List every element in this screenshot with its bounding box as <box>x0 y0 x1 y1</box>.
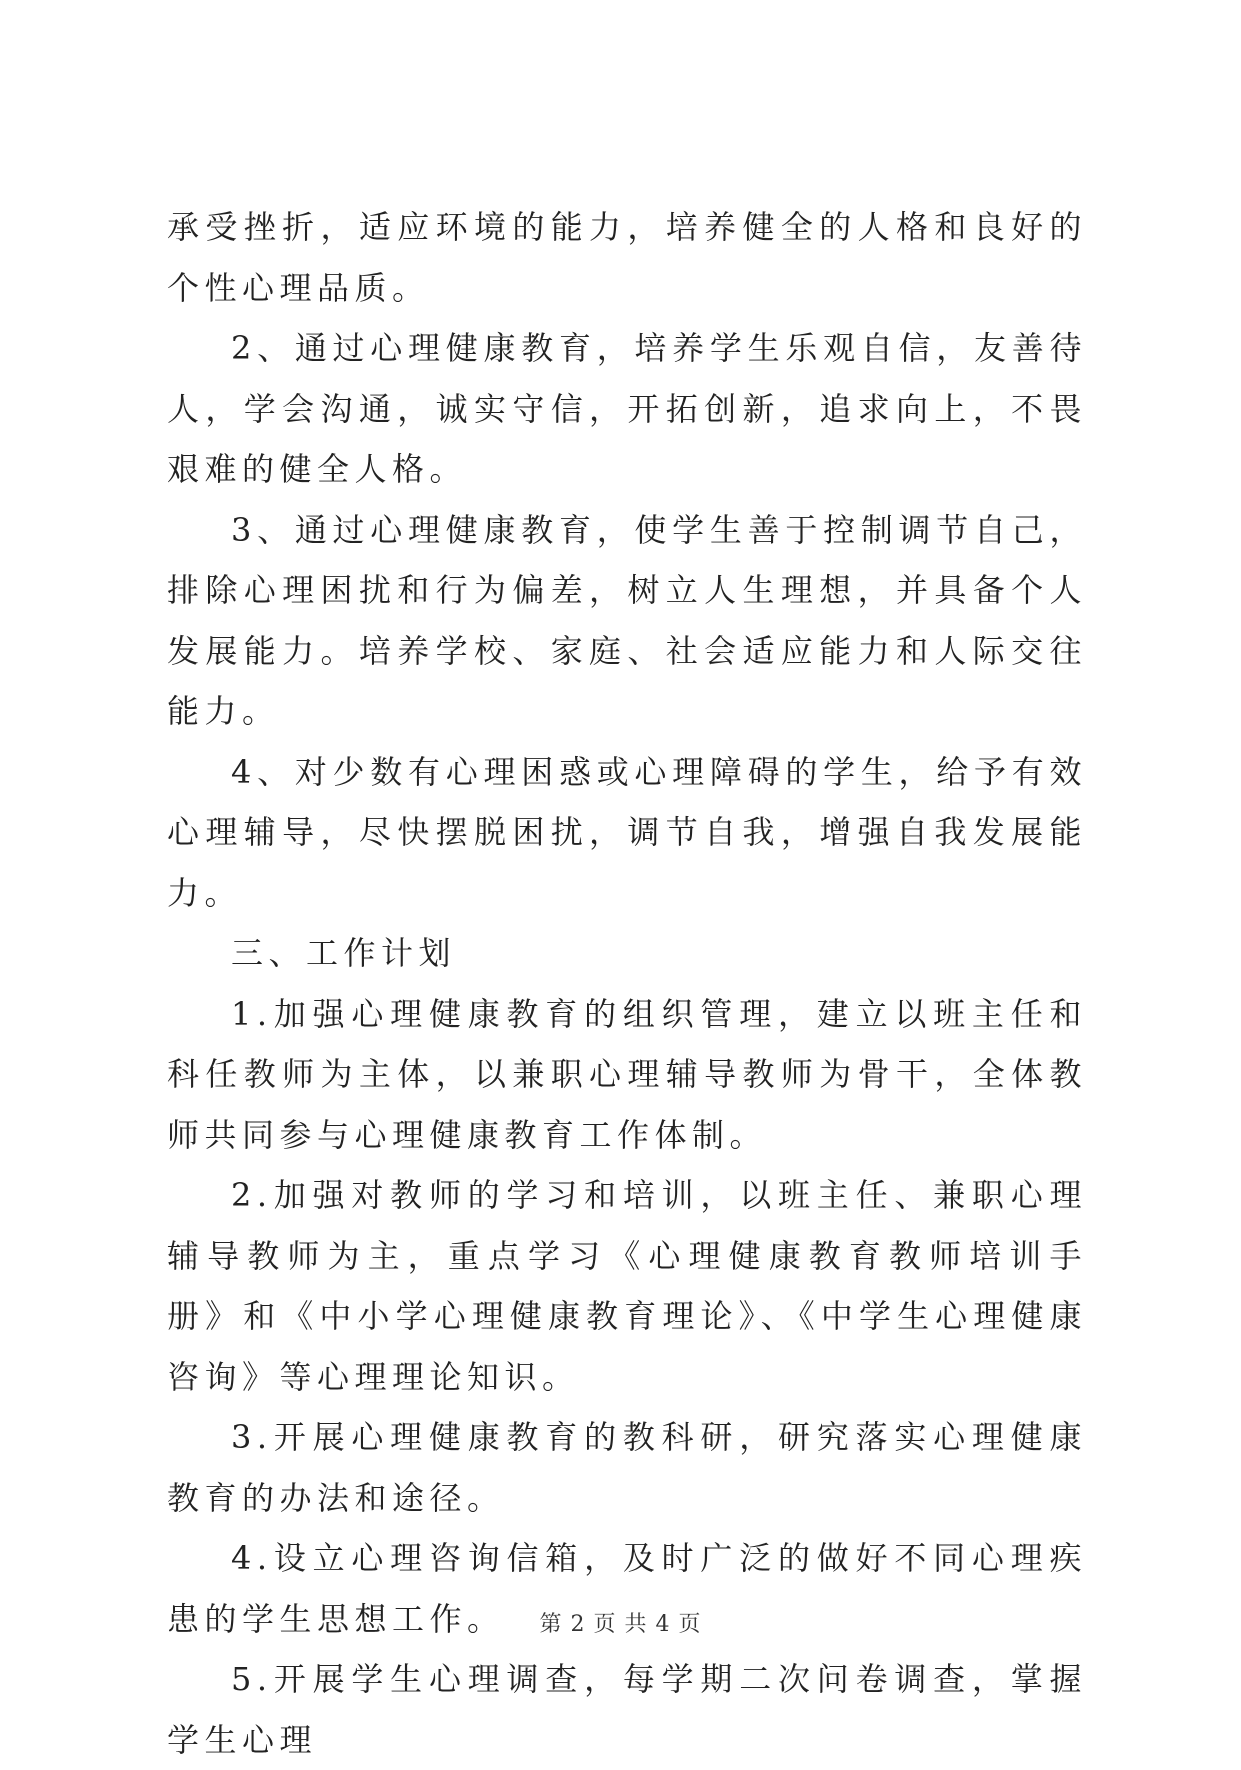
paragraph-2: 2、通过心理健康教育，培养学生乐观自信，友善待人，学会沟通，诚实守信，开拓创新，追求向上，不畏艰难的健全人格。 <box>167 329 1087 488</box>
document-body <box>167 197 1087 1770</box>
page-footer: 第 2 页 共 4 页 <box>539 1612 702 1637</box>
paragraph-plan-2: 2.加强对教师的学习和培训，以班主任、兼职心理辅导教师为主，重点学习《心理健康教育教师培训手册》和《中小学心理健康教育理论》、《中学生心理健康咨询》等心理理论知识。 <box>167 1176 1087 1396</box>
paragraph-4: 4、对少数有心理困惑或心理障碍的学生，给予有效心理辅导，尽快摆脱困扰，调节自我，增强自我发展能力。 <box>167 752 1087 912</box>
paragraph-3: 3、通过心理健康教育，使学生善于控制调节自己，排除心理困扰和行为偏差，树立人生理想，并具备个人发展能力。培养学校、家庭、社会适应能力和人际交往能力。 <box>167 510 1087 730</box>
paragraph-plan-4: 4.设立心理咨询信箱，及时广泛的做好不同心理疾患的学生思想工作。 <box>167 1539 1087 1638</box>
paragraph-plan-1: 1.加强心理健康教育的组织管理，建立以班主任和科任教师为主体，以兼职心理辅导教师为骨干，全体教师共同参与心理健康教育工作体制。 <box>167 994 1087 1154</box>
paragraph-plan-3: 3.开展心理健康教育的教科研，研究落实心理健康教育的办法和途径。 <box>167 1418 1087 1517</box>
section-heading-work-plan: 三、工作计划 <box>231 934 457 972</box>
paragraph-1: 承受挫折，适应环境的能力，培养健全的人格和良好的个性心理品质。 <box>167 208 1087 307</box>
paragraph-plan-5: 5.开展学生心理调查，每学期二次问卷调查，掌握学生心理 <box>167 1660 1087 1759</box>
